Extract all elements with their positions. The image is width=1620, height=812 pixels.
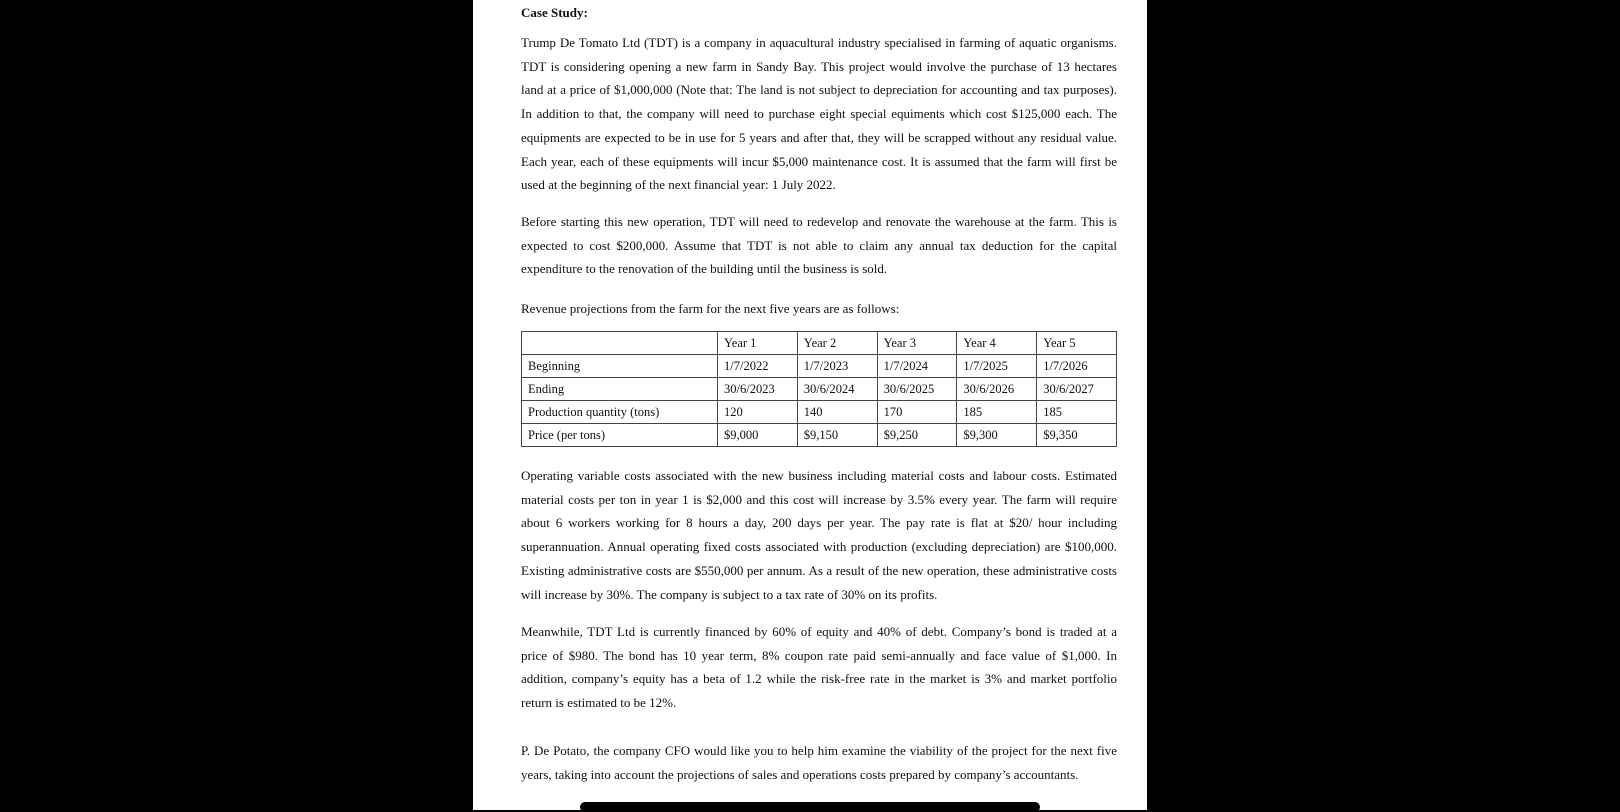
table-cell: 1/7/2026 (1037, 355, 1117, 378)
table-header-row (522, 332, 1117, 355)
document-page (473, 0, 1147, 810)
table-header-cell: Year 4 (957, 332, 1037, 355)
table-cell: 30/6/2027 (1037, 378, 1117, 401)
table-header-cell: Year 3 (877, 332, 957, 355)
table-cell: 120 (718, 401, 798, 424)
revenue-intro-paragraph: Revenue projections from the farm for the next five years are as follows: (521, 301, 900, 316)
table-cell: $9,300 (957, 424, 1037, 447)
row-label: Ending (522, 378, 718, 401)
row-label: Production quantity (tons) (522, 401, 718, 424)
table-cell: 30/6/2026 (957, 378, 1037, 401)
table-row (522, 355, 1117, 378)
table-cell: 1/7/2024 (877, 355, 957, 378)
table-cell: 185 (1037, 401, 1117, 424)
table-cell: $9,250 (877, 424, 957, 447)
table-cell: 1/7/2022 (718, 355, 798, 378)
table-cell: 1/7/2023 (797, 355, 877, 378)
table-header-cell (522, 332, 718, 355)
table-cell: 30/6/2025 (877, 378, 957, 401)
table-cell: 30/6/2024 (797, 378, 877, 401)
intro-paragraph: Trump De Tomato Ltd (TDT) is a company in aquacultural industry specialised in farming of aquatic organisms. TDT is considering opening a new farm in Sandy Bay. This project would involve the purchase of 13 hectares land at a price of $1,000,000 (Note that: The land is not subject to depreciation for accounting and tax purposes). In addition to that, the company will need to purchase eight special equiments which cost $125,000 each. The equipments are expected to be in use for 5 years and after that, they will be scrapped without any residual value. Each year, each of these equipments will incur $5,000 maintenance cost. It is assumed that the farm will first be used at the beginning of the next financial year: 1 July 2022. (521, 35, 1117, 193)
table-cell: 185 (957, 401, 1037, 424)
table-row (522, 378, 1117, 401)
table-header-cell: Year 5 (1037, 332, 1117, 355)
table-cell: 170 (877, 401, 957, 424)
home-indicator-bar[interactable] (580, 802, 1040, 812)
request-paragraph: P. De Potato, the company CFO would like you to help him examine the viability of the project for the next five years, taking into account the projections of sales and operations costs prepared by company’s accountants. (521, 743, 1117, 782)
table-cell: $9,150 (797, 424, 877, 447)
renovation-paragraph: Before starting this new operation, TDT will need to redevelop and renovate the warehouse at the farm. This is expected to cost $200,000. Assume that TDT is not able to claim any annual tax deduction for the capital expenditure to the renovation of the building until the business is sold. (521, 214, 1117, 277)
table-cell: 30/6/2023 (718, 378, 798, 401)
revenue-projection-table (521, 331, 1117, 447)
table-header-cell: Year 1 (718, 332, 798, 355)
table-cell: $9,350 (1037, 424, 1117, 447)
case-study-heading: Case Study: (521, 5, 588, 20)
costs-paragraph: Operating variable costs associated with the new business including material costs and labour costs. Estimated material costs per ton in year 1 is $2,000 and this cost will increase by 3.5% every year. The farm will require about 6 workers working for 8 hours a day, 200 days per year. The pay rate is flat at $20/ hour including superannuation. Annual operating fixed costs associated with production (excluding depreciation) are $100,000. Existing administrative costs are $550,000 per annum. As a result of the new operation, these administrative costs will increase by 30%. The company is subject to a tax rate of 30% on its profits. (521, 468, 1117, 602)
table-cell: 140 (797, 401, 877, 424)
row-label: Beginning (522, 355, 718, 378)
row-label: Price (per tons) (522, 424, 718, 447)
table-row (522, 424, 1117, 447)
table-header-cell: Year 2 (797, 332, 877, 355)
table-cell: 1/7/2025 (957, 355, 1037, 378)
financing-paragraph: Meanwhile, TDT Ltd is currently financed by 60% of equity and 40% of debt. Company’s bond is traded at a price of $980. The bond has 10 year term, 8% coupon rate paid semi-annually and face value of $1,000. In addition, company’s equity has a beta of 1.2 while the risk-free rate in the market is 3% and market portfolio return is estimated to be 12%. (521, 624, 1117, 711)
table-cell: $9,000 (718, 424, 798, 447)
table-row (522, 401, 1117, 424)
